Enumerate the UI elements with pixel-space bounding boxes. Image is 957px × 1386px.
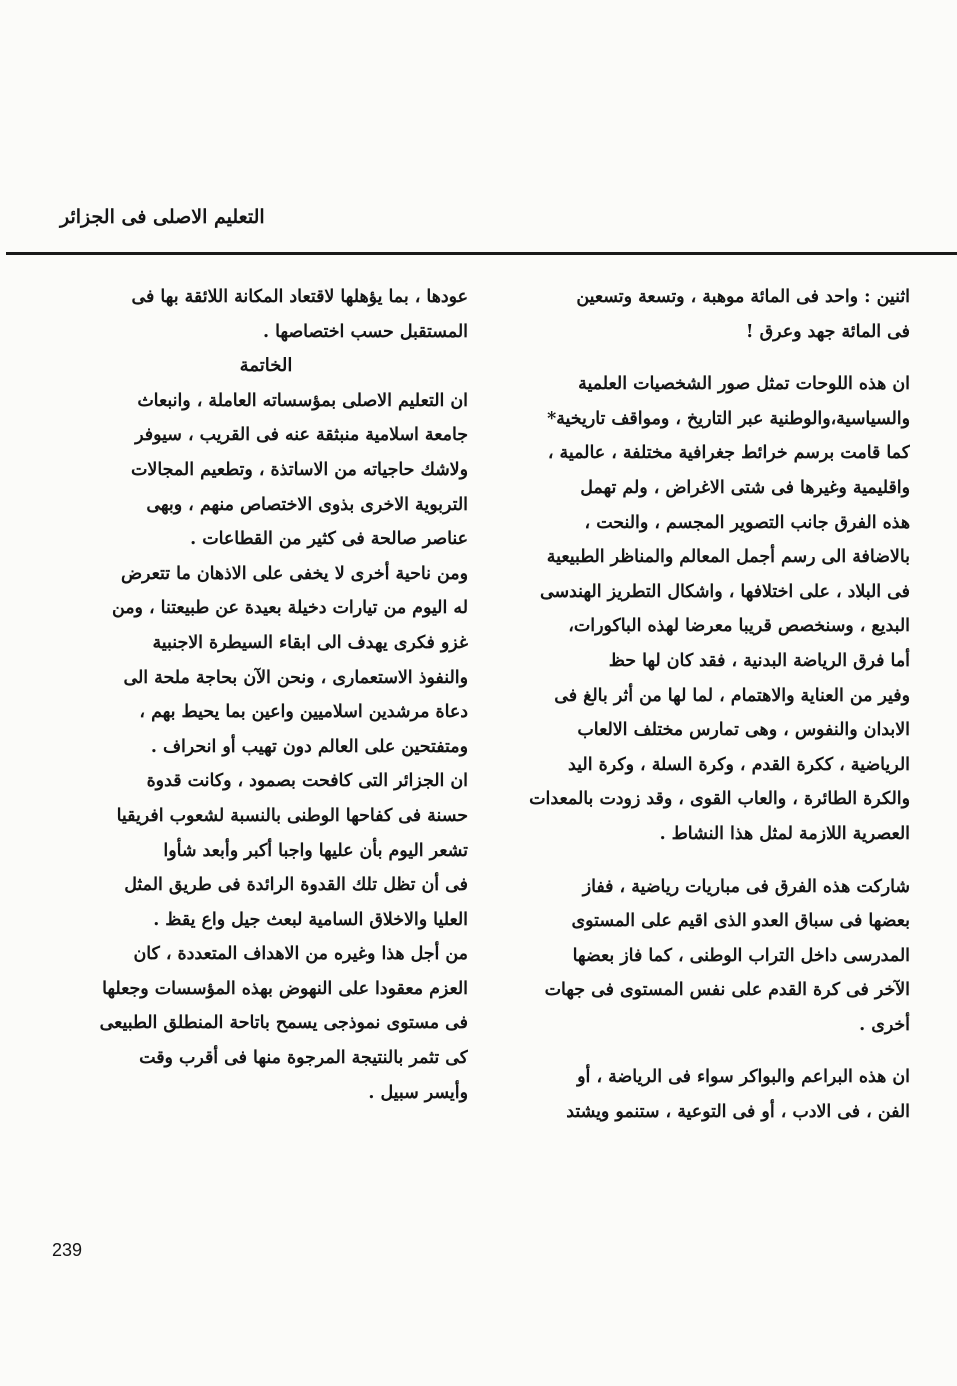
section-heading: الخاتمة [239, 355, 293, 377]
text-line: له اليوم من تيارات دخيلة بعيدة عن طبيعتنا ، ومن [111, 598, 468, 619]
text-line: من أجل هذا وغيره من الاهداف المتعددة ، كان [133, 944, 468, 965]
paragraph [512, 870, 910, 1043]
paragraph [512, 367, 910, 851]
text-line: بالاضافة الى رسم أجمل المعالم والمناظر الطبيعية [546, 547, 910, 568]
text-line: والنفوذ الاستعمارى ، ونحن الآن بحاجة ملحة الى [123, 667, 468, 688]
text-line: ان التعليم الاصلى بمؤسساته العاملة ، وانبعاث [137, 390, 468, 411]
text-line: هذه الفرق جانب التصوير المجسم ، والنحت ، [584, 512, 910, 533]
text-line: غزو فكرى يهدف الى ابقاء السيطرة الاجنبية [152, 632, 468, 653]
text-line: التربوية الاخرى بذوى الاختصاص منهم ، وبهى [146, 494, 468, 515]
text-line: أخرى . [859, 1014, 910, 1035]
text-line: كى تثمر بالنتيجة المرجوة منها فى أقرب وقت [139, 1048, 468, 1069]
text-line: حسنة فى كفاحها الوطنى بالنسبة لشعوب افريقيا [116, 805, 468, 826]
header-rule [6, 252, 957, 255]
paragraph [64, 937, 468, 1110]
paragraph [64, 557, 468, 765]
text-line: ان هذه اللوحات تمثل صور الشخصيات العلمية [578, 374, 910, 395]
paragraph [64, 280, 468, 349]
text-line: المدرسى داخل التراب الوطنى ، كما فاز بعضها [572, 945, 910, 966]
text-line: فى البلاد ، على اختلافها ، واشكال التطريز الهندسى [539, 581, 910, 602]
text-line: شاركت هذه الفرق فى مباريات رياضية ، ففاز [582, 876, 910, 897]
text-line: وأيسر سبيل . [368, 1082, 468, 1103]
page-number: 239 [52, 1240, 83, 1260]
text-line: تشعر اليوم بأن عليها واجبا أكبر وأبعد شأوا [163, 840, 468, 861]
text-line: الرياضية ، ككرة القدم ، وكرة السلة ، وكرة اليد [568, 754, 910, 775]
text-line: ان هذه البراعم والبواكر سواء فى الرياضة ، أو [577, 1067, 910, 1088]
paragraph [64, 764, 468, 937]
text-line: البديع ، وسنخصص قريبا معرضا لهذه الباكورات، [568, 616, 910, 637]
text-line: الآخر فى كرة القدم على نفس المستوى فى جهات [544, 980, 910, 1001]
text-line: اثنين : واحد فى المائة موهبة ، وتسعة وتسعين [576, 287, 910, 307]
text-line: عودها ، بما يؤهلها لاقتعاد المكانة اللائقة بها فى [131, 287, 468, 307]
text-line: أما فرق الرياضة البدنية ، فقد كان لها حظ [608, 650, 910, 671]
text-line: الابدان والنفوس ، وهى تمارس مختلف الالعاب [577, 720, 910, 741]
text-line: فى مستوى نموذجى يسمح باتاحة المنطلق الطبيعى [99, 1013, 468, 1034]
paragraph [512, 1060, 910, 1129]
text-line: ان الجزائر التى كافحت بصمود ، وكانت قدوة [146, 771, 468, 792]
text-line: واقليمية وغيرها فى شتى الاغراض ، ولم تهمل [580, 477, 910, 498]
text-line: عناصر صالحة فى كثير من القطاعات . [190, 529, 468, 550]
running-head: التعليم الاصلى فى الجزائر [60, 206, 265, 228]
text-line: المستقبل حسب اختصاصها . [262, 321, 468, 342]
text-line: العزم معقودا على النهوض بهذه المؤسسات وجعلها [102, 978, 468, 999]
text-line: بعضها فى سباق العدو الذى اقيم على المستوى [571, 911, 910, 932]
text-line: كما قامت برسم خرائط جغرافية مختلفة ، عالمية ، [547, 443, 910, 464]
text-line: وفير من العناية والاهتمام ، لما لها من أثر بالغ فى [554, 685, 910, 706]
text-line: ولاشك حاجياته من الاساتذة ، وتطعيم المجالات [131, 459, 468, 480]
text-line: ومتفتحين على العالم دون تهيب أو انحراف . [150, 736, 468, 757]
text-line: العليا والاخلاق السامية لبعث جيل واع يقظ . [153, 909, 468, 930]
text-line: والسياسية،والوطنية عبر التاريخ ، ومواقف تاريخية* [547, 408, 910, 429]
paragraph [512, 280, 910, 349]
text-line: والكرة الطائرة ، والعاب القوى ، وقد زودت بالمعدات [529, 789, 910, 810]
text-line: الفن ، فى الادب ، أو فى التوعية ، ستنمو ويشتد [566, 1102, 910, 1123]
text-line: فى أن تظل تلك القدوة الرائدة فى طريق المثل [124, 875, 468, 896]
text-line: جامعة اسلامية منبثقة عنه فى القريب ، سيوفر [135, 425, 468, 446]
right-column [512, 280, 910, 1130]
text-line: العصرية اللازمة لمثل هذا النشاط . [659, 823, 910, 844]
text-line: دعاة مرشدين اسلاميين واعين بما يحيط بهم ، [139, 702, 468, 723]
text-line: فى المائة جهد وعرق ! [745, 321, 910, 342]
left-column [64, 280, 468, 1110]
paragraph [64, 384, 468, 557]
text-line: ومن ناحية أخرى لا يخفى على الاذهان ما تتعرض [121, 563, 468, 584]
